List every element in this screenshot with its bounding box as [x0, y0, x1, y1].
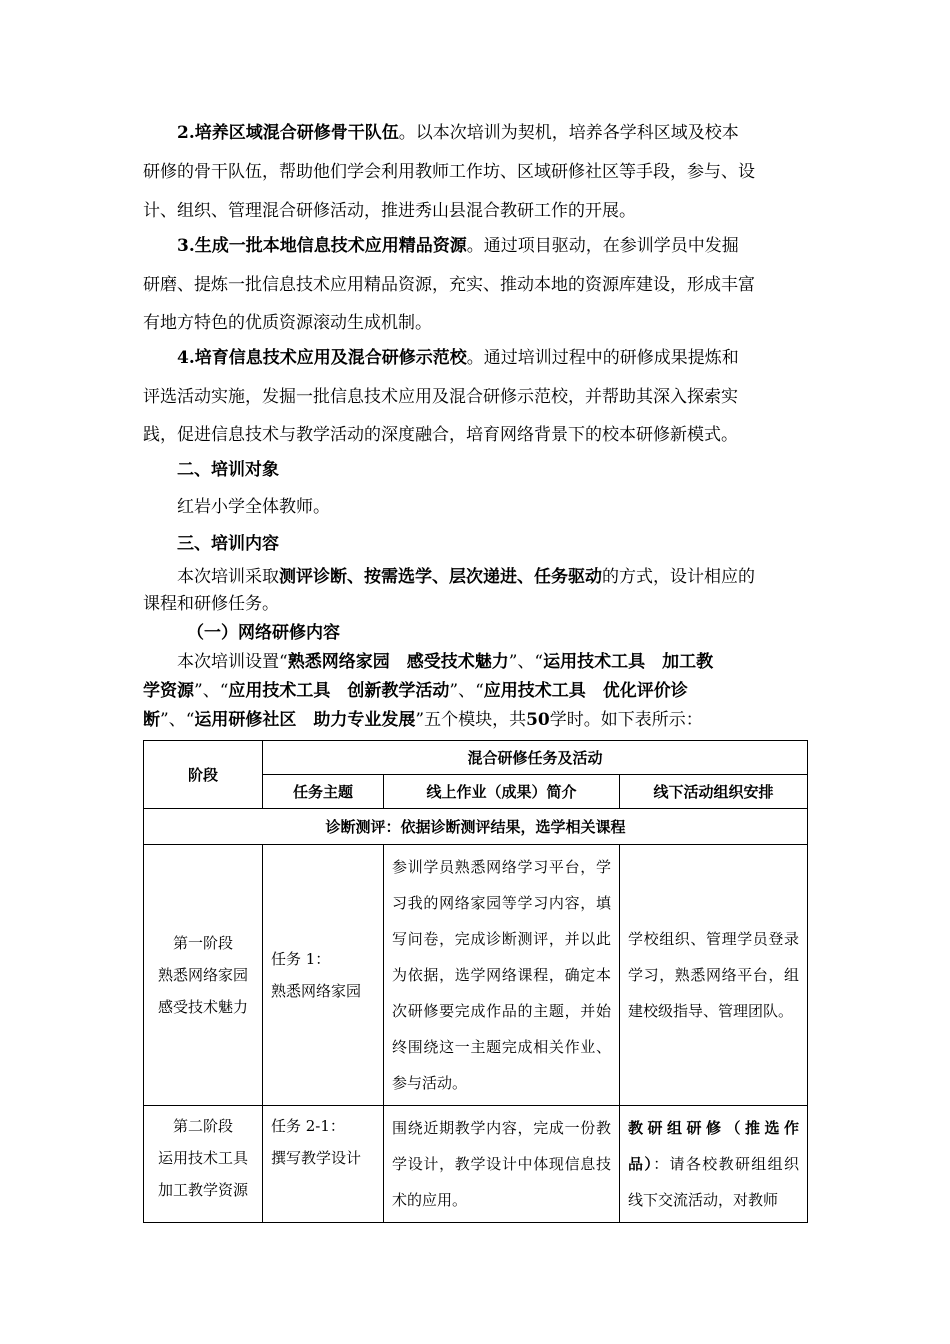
- paragraph-goal-3-line-1: 3.生成一批本地信息技术应用精品资源。通过项目驱动，在参训学员中发掘: [177, 236, 739, 256]
- col-offline-header: 线下活动组织安排: [620, 775, 808, 809]
- section-2-heading: 二、培训对象: [177, 460, 279, 480]
- goal-2-title: 2.培养区域混合研修骨干队伍: [177, 123, 399, 143]
- row1-online: 参训学员熟悉网络学习平台，学习我的网络家园等学习内容，填写问卷，完成诊断测评，并以此为依据，选学网络课程，确定本次研修要完成作品的主题，并始终围绕这一主题完成相关作业、参与活动。: [384, 845, 620, 1106]
- diagnosis-row: 诊断测评：依据诊断测评结果，选学相关课程: [144, 809, 808, 845]
- group-header: 混合研修任务及活动: [263, 741, 808, 775]
- section-3-intro-line-2: 课程和研修任务。: [143, 594, 279, 614]
- paragraph-goal-4-line-2: 评选活动实施，发掘一批信息技术应用及混合研修示范校，并帮助其深入探索实: [143, 387, 738, 407]
- section-3-heading: 三、培训内容: [177, 534, 279, 554]
- goal-4-title: 4.培育信息技术应用及混合研修示范校: [177, 348, 467, 368]
- paragraph-goal-2-line-1: 2.培养区域混合研修骨干队伍。以本次培训为契机，培养各学科区域及校本: [177, 123, 739, 143]
- section-3-intro-line-1: 本次培训采取测评诊断、按需选学、层次递进、任务驱动的方式，设计相应的: [177, 567, 755, 587]
- subsection-1-heading: （一）网络研修内容: [187, 623, 340, 643]
- table-row: [144, 845, 808, 1106]
- col-online-header: 线上作业（成果）简介: [384, 775, 620, 809]
- modules-line-1: 本次培训设置“熟悉网络家园 感受技术魅力”、“运用技术工具 加工教: [177, 652, 714, 672]
- col-task-header: 任务主题: [263, 775, 384, 809]
- paragraph-goal-4-line-1: 4.培育信息技术应用及混合研修示范校。通过培训过程中的研修成果提炼和: [177, 348, 739, 368]
- modules-line-2: 学资源”、“应用技术工具 创新教学活动”、“应用技术工具 优化评价诊: [143, 681, 688, 701]
- stage-header: 阶段: [144, 741, 263, 809]
- paragraph-goal-2-line-3: 计、组织、管理混合研修活动，推进秀山县混合教研工作的开展。: [143, 201, 636, 221]
- paragraph-goal-3-line-3: 有地方特色的优质资源滚动生成机制。: [143, 313, 432, 333]
- row2-online: 围绕近期教学内容，完成一份教学设计，教学设计中体现信息技术的应用。: [384, 1106, 620, 1223]
- row2-offline: 教研组研修（推选作品）：请各校教研组组织线下交流活动，对教师: [620, 1106, 808, 1223]
- goal-3-title: 3.生成一批本地信息技术应用精品资源: [177, 236, 467, 256]
- paragraph-goal-4-line-3: 践，促进信息技术与教学活动的深度融合，培育网络背景下的校本研修新模式。: [143, 425, 738, 445]
- training-plan-table: [143, 740, 808, 1223]
- paragraph-goal-3-line-2: 研磨、提炼一批信息技术应用精品资源，充实、推动本地的资源库建设，形成丰富: [143, 275, 755, 295]
- row2-task: 任务 2-1： 撰写教学设计: [263, 1106, 384, 1223]
- table-header-row-1: [144, 741, 808, 775]
- row2-stage: 第二阶段 运用技术工具 加工教学资源: [144, 1106, 263, 1223]
- table-row: [144, 809, 808, 845]
- row1-offline: 学校组织、管理学员登录学习，熟悉网络平台，组建校级指导、管理团队。: [620, 845, 808, 1106]
- row1-task: 任务 1： 熟悉网络家园: [263, 845, 384, 1106]
- section-2-body: 红岩小学全体教师。: [177, 497, 330, 517]
- paragraph-goal-2-line-2: 研修的骨干队伍，帮助他们学会利用教师工作坊、区域研修社区等手段，参与、设: [143, 162, 755, 182]
- row1-stage: 第一阶段 熟悉网络家园 感受技术魅力: [144, 845, 263, 1106]
- table-row: [144, 1106, 808, 1223]
- modules-line-3: 断”、“运用研修社区 助力专业发展”五个模块，共50学时。如下表所示：: [143, 710, 703, 730]
